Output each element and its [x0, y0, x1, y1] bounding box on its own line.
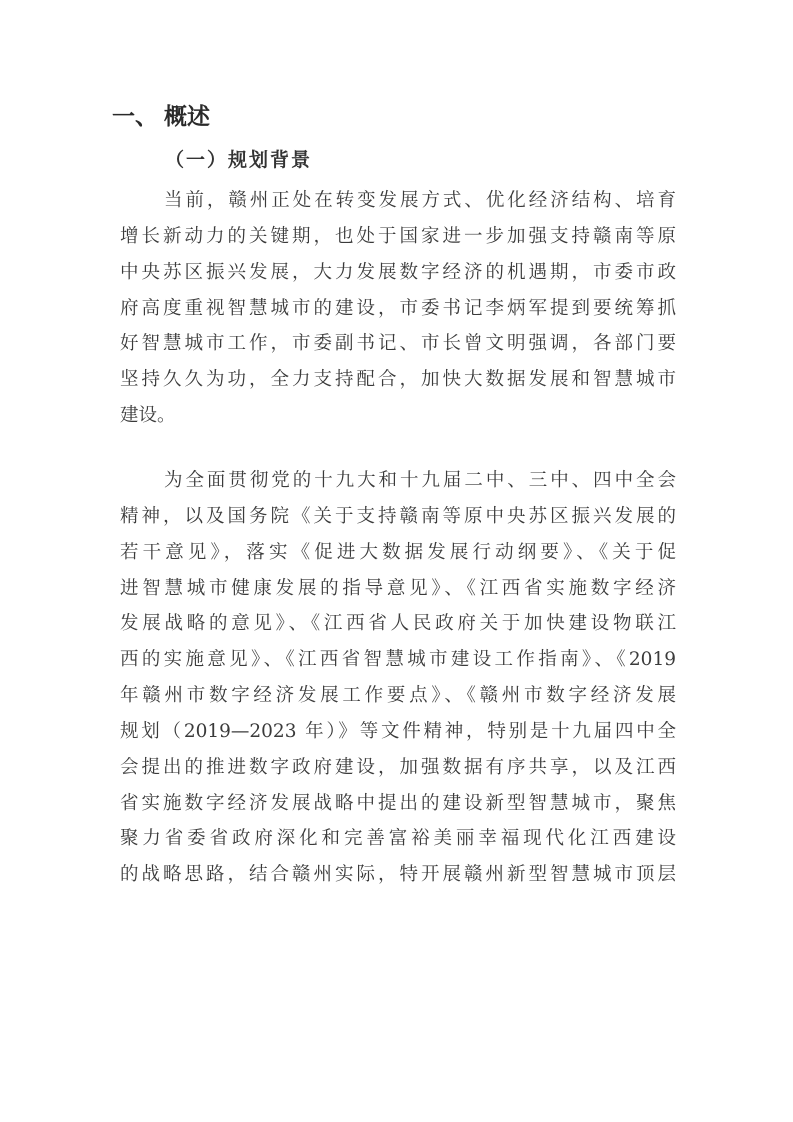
paragraph-line: 省实施数字经济发展战略中提出的建设新型智慧城市，聚焦 [120, 792, 676, 814]
section-heading [112, 101, 210, 133]
paragraph-line: 进智慧城市健康发展的指导意见》、《江西省实施数字经济 [120, 577, 676, 599]
section-title: 概述 [164, 104, 210, 130]
paragraph-line: 府高度重视智慧城市的建设，市委书记李炳军提到要统筹抓 [120, 297, 676, 319]
paragraph-line: 建设。 [120, 405, 176, 427]
paragraph-line: 中央苏区振兴发展，大力发展数字经济的机遇期，市委市政 [120, 261, 676, 283]
paragraph-line: 西的实施意见》、《江西省智慧城市建设工作指南》、《2019 [120, 649, 676, 671]
paragraph-line: 聚力省委省政府深化和完善富裕美丽幸福现代化江西建设 [120, 828, 676, 850]
paragraph-line: 坚持久久为功，全力支持配合，加快大数据发展和智慧城市 [120, 369, 676, 391]
paragraph-line: 规划（2019—2023 年）》等文件精神，特别是十九届四中全 [120, 720, 676, 742]
paragraph-line: 为全面贯彻党的十九大和十九届二中、三中、四中全会 [164, 470, 676, 491]
paragraph-line: 年赣州市数字经济发展工作要点》、《赣州市数字经济发展 [120, 685, 676, 707]
paragraph-line: 的战略思路，结合赣州实际，特开展赣州新型智慧城市顶层 [120, 864, 676, 886]
section-number: 一、 [112, 104, 158, 130]
paragraph-line: 当前，赣州正处在转变发展方式、优化经济结构、培育 [164, 190, 676, 211]
paragraph-line: 发展战略的意见》、《江西省人民政府关于加快建设物联江 [120, 613, 676, 635]
paragraph-line: 会提出的推进数字政府建设，加强数据有序共享，以及江西 [120, 756, 676, 778]
paragraph-line: 增长新动力的关键期，也处于国家进一步加强支持赣南等原 [120, 225, 676, 247]
paragraph-line: 精神，以及国务院《关于支持赣南等原中央苏区振兴发展的 [120, 505, 676, 527]
paragraph-line: 好智慧城市工作，市委副书记、市长曾文明强调，各部门要 [120, 333, 676, 355]
paragraph-policy-basis [120, 463, 676, 893]
paragraph-line: 若干意见》，落实《促进大数据发展行动纲要》、《关于促 [120, 541, 676, 563]
paragraph-background [120, 183, 676, 434]
subsection-heading: （一）规划背景 [165, 149, 313, 171]
